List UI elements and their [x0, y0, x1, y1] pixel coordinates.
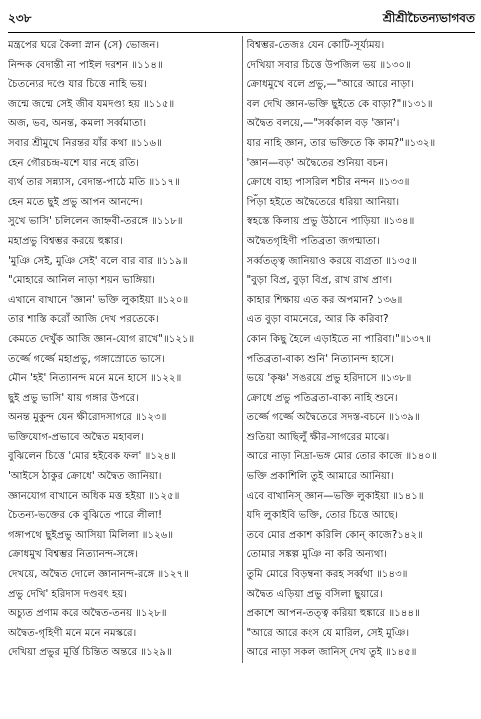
right-verse-line: ভয়ে 'কৃষ্ণ' সঙরয়ে প্রভু হরিদাসে ॥১৩৮॥	[246, 373, 412, 385]
right-verse-line: ক্রোধে প্রভু পতিব্রতা-বাক্য নাহি শুনে।	[246, 392, 398, 404]
right-verse-line: প্রকাশে আপন-তত্ত্ব করিয়া হুঙ্কারে ॥১৪৪॥	[246, 608, 420, 620]
right-verse-line: কাহার শিক্ষায় এত কর অপমান? ১৩৬॥	[246, 294, 403, 306]
left-verse-line: ব্যর্থ তার সন্ন্যাস, বেদান্ত-পাঠে মতি ॥১১৭॥	[8, 177, 180, 189]
right-verse-line: 'জ্ঞান—বড়' অদ্বৈতের শুনিয়া বচন।	[246, 157, 388, 169]
right-verse-line: বিশ্বম্ভর-তেজঃ যেন কোটি-সূর্য্যময়।	[246, 40, 385, 51]
right-verse-line: তবে মোর প্রকাশ করিলি কোন্ কাজে?১৪২॥	[246, 529, 423, 541]
left-verse-line: ক্রোধমুখ বিশ্বম্ভর নিত্যানন্দ-সঙ্গে।	[8, 549, 138, 561]
book-title: শ্রীশ্রীচৈতন্যভাগবত	[382, 11, 475, 25]
right-verse-line: সর্ব্বতত্ত্ব জানিয়াও করয়ে ব্যগ্রতা ॥১৩৫॥	[246, 255, 417, 267]
right-verse-line: স্বহস্তে কিলায় প্রভু উঠানে পাড়িয়া ॥১৩৪॥	[246, 216, 415, 228]
left-verse-line: সবার শ্রীমুখে নিরন্তর যাঁর কথা ॥১১৬॥	[8, 137, 162, 149]
right-verse-line: দেখিয়া সবার চিত্তে উপজিল ভয় ॥১৩০॥	[246, 59, 411, 71]
left-verse-line: জ্ঞানযোগ বাখানে অধিক মত্ত হইয়া ॥১২৫॥	[8, 490, 180, 502]
left-verse-line: তর্জ্জে গর্জ্জে মহাপ্রভু, গঙ্গাস্রোতে ভাসে।	[8, 353, 165, 365]
left-verse-line: হেন মতে ছুই প্রভু আপন আনন্দে।	[8, 196, 143, 208]
right-verse-line: ভক্তি প্রকাশিলি তুই আমারে আনিয়া।	[246, 471, 394, 483]
right-verse-line: আরে নাড়া সকল জানিস্ দেখ তুই ॥১৪৫॥	[246, 647, 417, 659]
left-verse-line: ভক্তিযোগ-প্রভাবে অদ্বৈত মহাবল।	[8, 431, 144, 443]
left-verse-line: কেমতে দেখুঁক আজি জ্ঞান-যোগ রাখে"॥১২১॥	[8, 333, 195, 345]
left-verse-line: চৈতন্যের দণ্ডে যার চিত্তে নাহি ভয়।	[8, 79, 148, 91]
right-verse-line: ক্রোধমুখে বলে প্রভু,—"আরে আরে নাড়া।	[246, 79, 414, 91]
left-verse-line: অনন্ত মুকুন্দ যেন ক্ষীরোদসাগরে ॥১২৩॥	[8, 412, 167, 424]
left-column	[8, 36, 242, 663]
left-verse-line: ছুই প্রভু ভাসি' যায় গঙ্গার উপরে।	[8, 392, 139, 404]
right-verse-line: অদ্বৈত বলয়ে,—"সর্ব্বকাল বড় 'জ্ঞান'।	[246, 118, 400, 130]
left-verse-line: মন্ত্রপের ঘরে কৈলা স্নান (সে) ভোজন।	[8, 40, 160, 51]
left-verse-line: বুঝিলেন চিত্তে 'মোর হইবেক ফল' ॥১২৪॥	[8, 451, 176, 463]
left-verse-line: "মোহারে আনিল নাড়া শয়ন ভাঙ্গিয়া।	[8, 275, 156, 287]
left-verse-line: এখানে বাখানে 'জ্ঞান' ভক্তি লুকাইয়া ॥১২০॥	[8, 294, 189, 306]
left-verse-line: অচ্যুত প্রণাম করে অদ্বৈত-তনয় ॥১২৮॥	[8, 608, 167, 620]
left-verse-line: 'আইসে ঠাকুর ক্রোধে' অদ্বৈত জানিয়া।	[8, 471, 162, 483]
header-rule	[8, 32, 475, 33]
right-verse-line: বল দেখি জ্ঞান-ভক্তি ছুইতে কে বাড়া?"॥১৩১॥	[246, 98, 433, 110]
right-verse-line: যদি লুকাইবি ভক্তি, তোর চিত্তে আছে।	[246, 510, 398, 522]
page-number: ২৩৮	[8, 11, 32, 25]
left-verse-line: দেখয়ে, অদ্বৈত দোলে জ্ঞানানন্দ-রঙ্গে ॥১২৭॥	[8, 569, 189, 581]
right-verse-line: শুতিয়া আছিলুঁ ক্ষীর-সাগরের মাঝে।	[246, 431, 390, 443]
left-verse-line: 'মুঞি সেই, মুঞি সেই' বলে বার বার ॥১১৯॥	[8, 255, 188, 267]
left-verse-line: চৈতন্য-ভক্তের কে বুঝিতে পারে লীলা!	[8, 510, 163, 522]
left-verse-line: সুখে ভাসি' চলিলেন জাহ্নবী-তরঙ্গে ॥১১৮॥	[8, 216, 183, 228]
right-verse-line: তোমার সঙ্কল্প মুঞি না করি অন্যথা।	[246, 549, 388, 561]
right-verse-line: পতিব্রতা-বাক্য শুনি' নিত্যানন্দ হাসে।	[246, 353, 395, 365]
right-verse-line: এত বুড়া বামনেরে, আর কি করিবা?	[246, 314, 389, 326]
right-verse-line: "বুড়া বিপ্র, বুড়া বিপ্র, রাখ রাখ প্রাণ।	[246, 275, 393, 287]
right-verse-line: যার নাহি জ্ঞান, তার ভক্তিতে কি কাম?"॥১৩২॥	[246, 137, 436, 149]
text-columns	[8, 36, 475, 663]
right-verse-line: তর্জ্জে গর্জ্জে অদ্বৈতেরে সদস্ত-বচনে ॥১৩৯॥	[246, 412, 420, 424]
left-verse-line: তার শাস্তি করোঁ আজি দেখ পরতেকে।	[8, 314, 159, 326]
left-verse-line: মৌন 'হই' নিত্যানন্দ মনে মনে হাসে ॥১২২॥	[8, 373, 182, 385]
right-verse-line: পিঁড়া হইতে অদ্বৈতেরে ধরিয়া আনিয়া।	[246, 196, 400, 208]
right-verse-line: "আরে আরে কংস যে মারিল, সেই মুঞি।	[246, 627, 410, 639]
left-verse-line: দেখিয়া প্রভুর মূর্ত্তি চিন্তিত অন্তরে ॥১২৯॥	[8, 647, 172, 659]
left-verse-line: মহাপ্রভু বিশ্বম্ভর করয়ে হুঙ্কার।	[8, 235, 123, 247]
left-verse-line: নিন্দক বেদান্তী না পাইল দরশন ॥১১৪॥	[8, 59, 163, 71]
left-verse-line: গঙ্গাপথে ছুইপ্রভু আসিয়া মিলিলা ॥১২৬॥	[8, 529, 174, 541]
right-column	[242, 36, 476, 663]
right-verse-line: তুমি মোরে বিড়ম্বনা করহ সর্ব্বথা ॥১৪৩॥	[246, 569, 408, 581]
right-verse-line: অদ্বৈত এড়িয়া প্রভু বসিলা ছুয়ারে।	[246, 588, 383, 600]
left-verse-line: অজ, ভব, অনন্ত, কমলা সর্ব্বমাতা।	[8, 118, 147, 130]
left-verse-line: হেন গৌরচন্দ্র-যশে যার নহে রতি।	[8, 157, 140, 169]
right-verse-line: কোন কিছু হৈলে এড়াইতে না পারিবা।"॥১৩৭॥	[246, 333, 432, 345]
right-verse-line: আরে নাড়া নিদ্রা-ভঙ্গ মোর তোর কাজে ॥১৪০॥	[246, 451, 437, 463]
page-header	[8, 8, 475, 30]
left-verse-line: অদ্বৈত-গৃহিণী মনে মনে নমস্করে।	[8, 627, 137, 639]
left-verse-line: জন্মে জন্মে সেই জীব যমদণ্ড্য হয় ॥১১৫॥	[8, 98, 175, 110]
right-verse-line: এবে বাখানিস্ জ্ঞান—ভক্তি লুকাইয়া ॥১৪১॥	[246, 490, 424, 502]
right-verse-line: ক্রোধে বাহ্য পাসরিল শচীর নন্দন ॥১৩৩॥	[246, 177, 410, 189]
left-verse-line: প্রভু দেখি' হরিদাস দণ্ডবৎ হয়।	[8, 588, 128, 600]
right-verse-line: অদ্বৈতগৃহিণী পতিব্রতা জগন্মাতা।	[246, 235, 380, 247]
